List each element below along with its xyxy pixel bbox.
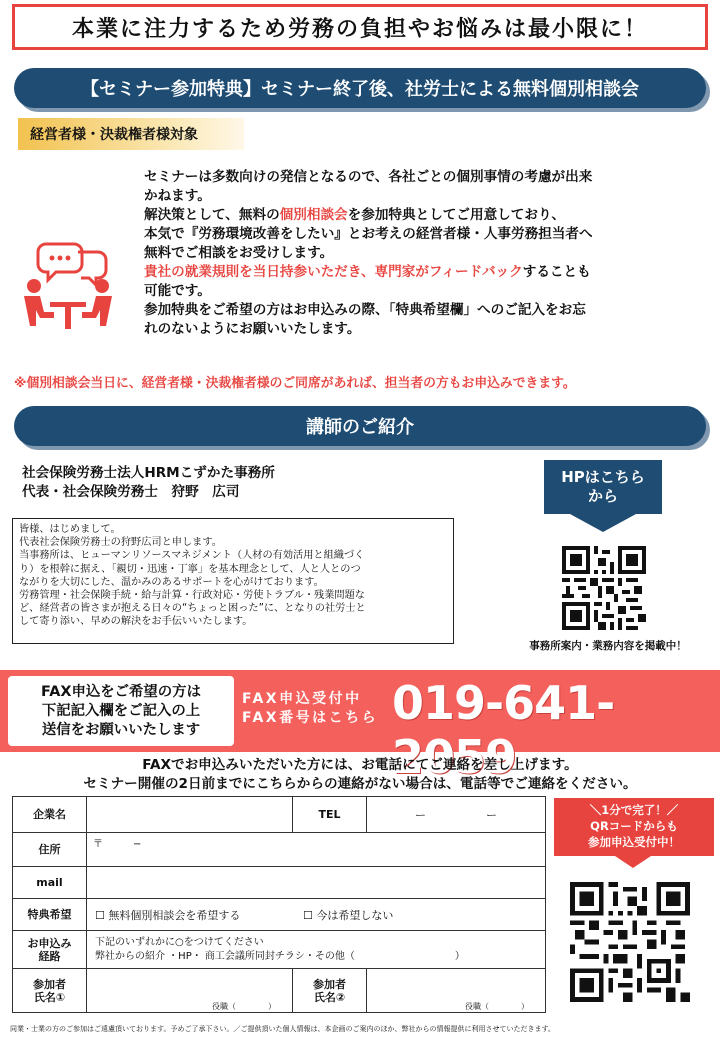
- attendee2-field[interactable]: [367, 969, 546, 1013]
- instructor-info: [22, 464, 275, 502]
- seminar-bonus-heading: 【セミナー参加特典】セミナー終了後、社労士による無料個別相談会: [14, 68, 706, 108]
- company-label: 企業名: [13, 797, 87, 833]
- instructor-name: 代表・社会保険労務士 狩野 広司: [22, 484, 240, 500]
- qr-apply-label: [554, 798, 714, 856]
- consultation-note: ※個別相談会当日に、経営者様・決裁権者様のご同席があれば、担当者の方もお申込みできます。: [14, 376, 576, 391]
- fax-number[interactable]: 019-641-2059: [392, 676, 615, 784]
- fax-request-box: [8, 676, 234, 746]
- greeting-line: ど、経営者の皆さまが抱える日々の“ちょっと困った”に、となりの社労士と: [19, 603, 366, 615]
- intro-line: 参加特典をご希望の方はお申込みの際、「特典希望欄」へのご記入をお忘: [144, 302, 586, 318]
- instructor-greeting: [12, 518, 454, 644]
- fax-note-line: FAXでお申込みいただいた方には、お電話にてご連絡を差し上げます。: [142, 757, 578, 773]
- highlight-text: 個別相談会: [279, 207, 348, 223]
- attendee1-label: 参加者 氏名①: [13, 969, 87, 1013]
- tel-label: TEL: [293, 797, 367, 833]
- attendee1-field[interactable]: [87, 969, 293, 1013]
- route-instruction: 下記のいずれかに○をつけてください: [95, 936, 264, 948]
- greeting-line: り）を根幹に据え、「親切・迅速・丁寧」を基本理念として、人と人とのつ: [19, 563, 361, 575]
- fax-accepting: [242, 690, 378, 728]
- greeting-line: 代表社会保険労務士の狩野広司と申します。: [19, 537, 222, 549]
- greeting-line: 皆様、はじめまして。: [19, 524, 121, 535]
- banner-title: 本業に注力するため労務の負担やお悩みは最小限に！: [71, 16, 648, 42]
- intro-line: [144, 206, 704, 225]
- address-field[interactable]: [87, 833, 546, 867]
- hp-label-text: HPはこちら から: [561, 468, 645, 505]
- text-run: することも: [522, 264, 591, 280]
- greeting-line: 当事務所は、ヒューマンリソースマネジメント（人材の有効活用と組織づく: [19, 550, 365, 562]
- tel-field[interactable]: [367, 797, 546, 833]
- address-label: 住所: [13, 833, 87, 867]
- intro-line: かねます。: [144, 188, 211, 204]
- attendee2-label: 参加者 氏名②: [293, 969, 367, 1013]
- fax-note-line: セミナー開催の2日前までにこちらからの連絡がない場合は、電話等でご連絡をください。: [83, 776, 637, 792]
- route-label: お申込み 経路: [13, 931, 87, 969]
- fax-accepting-line: FAX申込受付中: [242, 691, 362, 707]
- intro-line: 無料でご相談をお受けします。: [144, 245, 334, 261]
- greeting-line: 労務管理・社会保険手続・給与計算・行政対応・労使トラブル・残業問題な: [19, 590, 365, 602]
- fax-note: [0, 756, 720, 794]
- greeting-line: して寄り添い、早めの解決をお手伝いいたします。: [19, 616, 253, 628]
- qr-apply-text: ＼1分で完了！／ QRコードからも 参加申込受付中！: [588, 803, 680, 849]
- text-run: を参加特典としてご用意しており、: [347, 207, 566, 223]
- intro-line: 可能です。: [144, 283, 211, 299]
- fax-accepting-line: FAX番号はこちら: [242, 710, 379, 726]
- bonus-option-no[interactable]: ☐ 今は希望しない: [303, 908, 394, 922]
- role-field: 役職（ ）: [212, 1002, 276, 1011]
- seminar-bonus-description: [144, 168, 704, 339]
- mail-field[interactable]: [87, 867, 546, 899]
- consultation-icon: [16, 238, 120, 334]
- intro-line: セミナーは多数向けの発信となるので、各社ごとの個別事情の考慮が出来: [144, 169, 593, 185]
- footer-note: 同業・士業の方のご参加はご遠慮頂いております。予めご了承下さい。／ご提供頂いた個人情報は、本企画のご案内のほか、弊社からの情報提供に利用させていただきます。: [10, 1025, 555, 1033]
- hp-link-label[interactable]: [544, 460, 662, 514]
- mail-label: mail: [13, 867, 87, 899]
- greeting-line: ながりを大切にした、温かみのあるサポートを心がけております。: [19, 576, 324, 588]
- postal-mark: 〒 −: [93, 839, 142, 850]
- intro-line: [144, 263, 704, 282]
- text-run: 解決策として、無料の: [144, 207, 280, 223]
- target-tag: 経営者様・決裁権者様対象: [18, 118, 244, 150]
- instructor-heading: 講師のご紹介: [14, 406, 706, 446]
- tel-dash: ー: [415, 808, 426, 822]
- down-arrow-icon: [615, 856, 651, 868]
- route-field[interactable]: [87, 931, 546, 969]
- fax-request-line: FAX申込をご希望の方は: [41, 683, 201, 700]
- highlight-text: 貴社の就業規則を当日持参いただき、専門家がフィードバック: [144, 264, 523, 280]
- company-field[interactable]: [87, 797, 293, 833]
- route-options: 弊社からの紹介 ・HP・ 商工会議所同封チラシ・その他（ ）: [95, 950, 465, 962]
- fax-request-line: 送信をお願いいたします: [41, 721, 201, 738]
- bonus-option-yes[interactable]: ☐ 無料個別相談会を希望する: [95, 908, 241, 922]
- down-arrow-icon: [570, 514, 636, 532]
- hp-qr-caption: 事務所案内・業務内容を掲載中！: [529, 640, 687, 652]
- intro-line: れのないようにお願いいたします。: [144, 321, 361, 337]
- hp-qr-code[interactable]: [562, 546, 646, 630]
- intro-line: 本気で『労務環境改善をしたい』とお考えの経営者様・人事労務担当者へ: [144, 226, 593, 242]
- role-field: 役職（ ）: [465, 1002, 529, 1011]
- bonus-label: 特典希望: [13, 899, 87, 931]
- application-form: [12, 796, 546, 1013]
- tel-dash: ー: [486, 808, 497, 822]
- top-banner: [12, 4, 708, 50]
- apply-qr-code[interactable]: [570, 882, 690, 1002]
- bonus-options: [87, 899, 546, 931]
- office-name: 社会保険労務士法人HRMこずかた事務所: [22, 465, 275, 481]
- fax-request-line: 下記記入欄をご記入の上: [41, 702, 201, 719]
